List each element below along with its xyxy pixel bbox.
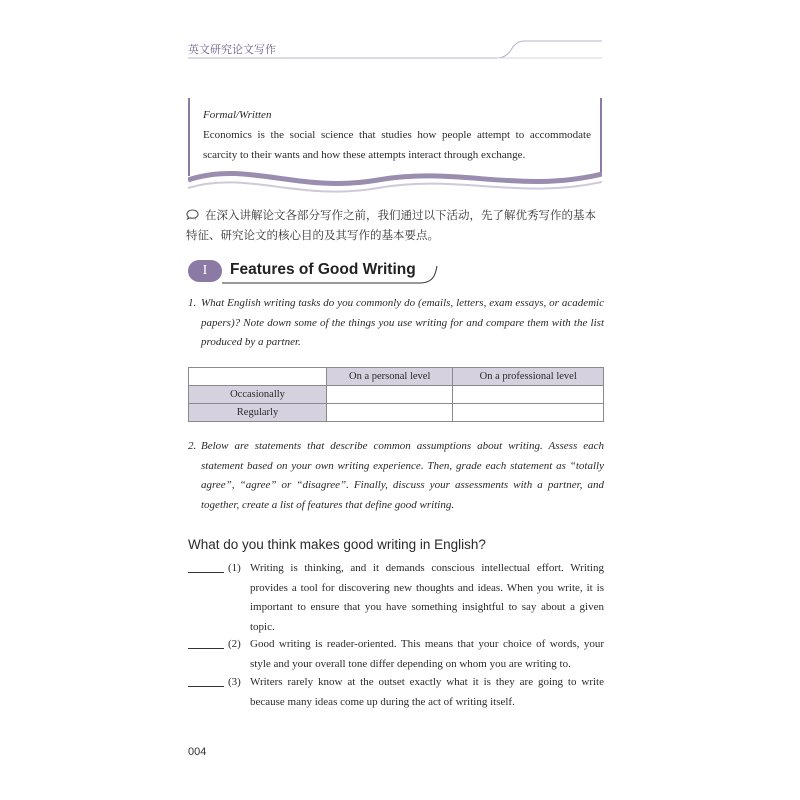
statement-3-number: (3) [228, 676, 241, 688]
section-title: Features of Good Writing [230, 261, 416, 278]
running-header: 英文研究论文写作 [188, 43, 276, 56]
row-header-regularly: Regularly [189, 404, 327, 422]
section-number-badge: I [188, 260, 222, 282]
table-row [189, 386, 604, 404]
statement-1-text: Writing is thinking, and it demands conscious intellectual effort. Writing provides a tool for discovering new thoughts and ideas. When you write, it is important to ensure that you have something insightful to say about a given topic. [250, 562, 604, 633]
answer-blank-3[interactable] [188, 686, 224, 687]
statement-1-number: (1) [228, 562, 241, 574]
statement-1 [188, 559, 604, 637]
table-corner-cell [189, 368, 327, 386]
table-row [189, 404, 604, 422]
intro-text: 在深入讲解论文各部分写作之前，我们通过以下活动，先了解优秀写作的基本特征、研究论文的核心目的及其写作的基本要点。 [186, 208, 596, 242]
section-underline [0, 0, 800, 300]
statement-3-text: Writers rarely know at the outset exactly what it is they are going to write because many ideas come up during the act of writing itself. [250, 676, 604, 708]
table-cell[interactable] [453, 404, 604, 422]
column-header-professional: On a professional level [453, 368, 604, 386]
statement-2 [188, 635, 604, 674]
discussion-prompt: What do you think makes good writing in English? [188, 537, 486, 552]
page-number: 004 [188, 746, 207, 758]
question-2-text: Below are statements that describe common assumptions about writing. Assess each statement based on your own writing experience. Then, grade each statement as “totally agree”, “agree” or “disagree”. Finally, discuss your assessments with a partner, and together, create a list of features that define good writing. [201, 440, 604, 511]
answer-blank-1[interactable] [188, 572, 224, 573]
writing-tasks-table [188, 367, 604, 422]
question-1-number: 1. [188, 297, 197, 309]
example-label: Formal/Written [203, 109, 272, 121]
statement-2-number: (2) [228, 638, 241, 650]
table-cell[interactable] [327, 386, 453, 404]
column-header-personal: On a personal level [327, 368, 453, 386]
table-header-row [189, 368, 604, 386]
question-2 [188, 437, 604, 515]
question-1-text: What English writing tasks do you commonly do (emails, letters, exam essays, or academic papers)? Note down some of the things you use writing for and compare them with the list produced by a partner. [201, 297, 604, 348]
example-text: Economics is the social science that studies how people attempt to accommodate scarcity to their wants and how these attempts interact through exchange. [203, 129, 591, 161]
table-cell[interactable] [453, 386, 604, 404]
statement-3 [188, 673, 604, 712]
table-cell[interactable] [327, 404, 453, 422]
question-2-number: 2. [188, 440, 197, 452]
row-header-occasionally: Occasionally [189, 386, 327, 404]
statement-2-text: Good writing is reader-oriented. This means that your choice of words, your style and your overall tone differ depending on whom you are writing to. [250, 638, 604, 670]
answer-blank-2[interactable] [188, 648, 224, 649]
question-1 [188, 294, 604, 353]
